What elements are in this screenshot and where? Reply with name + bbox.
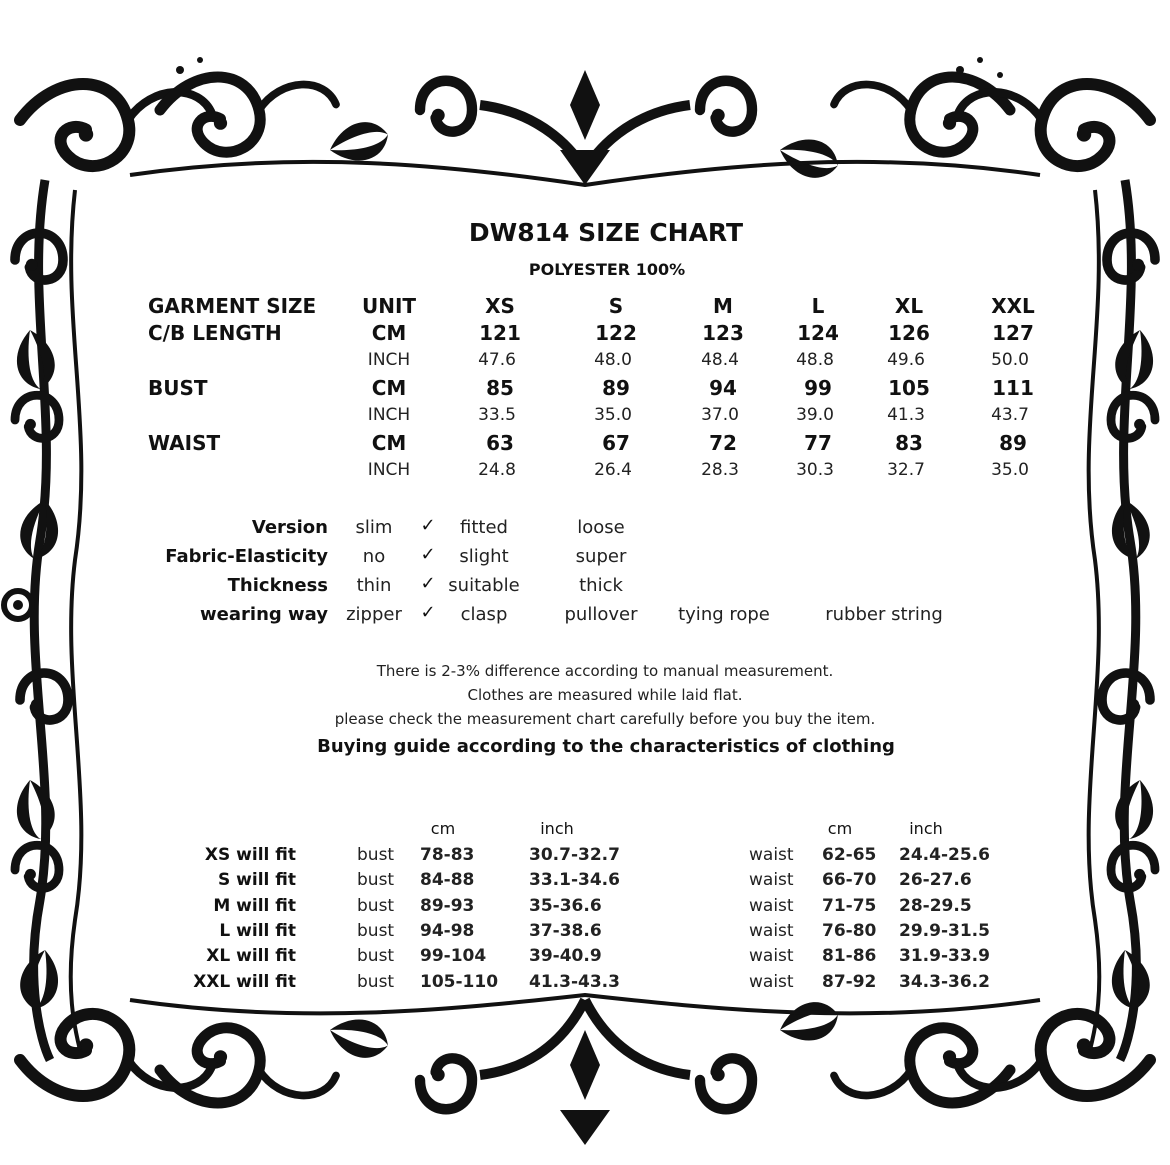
bust-cm: 78-83 xyxy=(420,845,475,865)
size-header: XL xyxy=(894,294,924,318)
unit-cm: CM xyxy=(371,321,407,345)
bottom-border-ornament xyxy=(20,995,1150,1145)
inch-value: 48.0 xyxy=(594,350,632,370)
waist-cm: 71-75 xyxy=(822,896,877,916)
attribute-option: rubber string xyxy=(825,604,943,625)
attribute-label: Thickness xyxy=(227,575,328,596)
note-line: please check the measurement chart carefully before you buy the item. xyxy=(334,710,876,728)
guide-size-label: XS will fit xyxy=(204,845,296,865)
cm-value: 72 xyxy=(709,431,737,455)
attribute-label: Fabric-Elasticity xyxy=(165,546,328,567)
size-header: XS xyxy=(485,294,515,318)
check-mark: ✓ xyxy=(420,515,436,536)
inch-value: 47.6 xyxy=(478,350,516,370)
bust-inch: 30.7-32.7 xyxy=(529,845,620,865)
check-mark: ✓ xyxy=(420,602,436,623)
bust-label: bust xyxy=(357,946,395,966)
waist-cm: 76-80 xyxy=(822,921,877,941)
attribute-option: clasp xyxy=(460,604,508,625)
attribute-option: super xyxy=(575,546,627,567)
inch-value: 49.6 xyxy=(887,350,925,370)
cm-value: 127 xyxy=(992,321,1034,345)
waist-inch: 31.9-33.9 xyxy=(899,946,990,966)
measurement-label: C/B LENGTH xyxy=(148,321,282,345)
chart-title: DW814 SIZE CHART xyxy=(468,218,744,247)
inch-value: 48.8 xyxy=(796,350,834,370)
inch-value: 37.0 xyxy=(701,405,739,425)
attribute-option: thick xyxy=(579,575,623,596)
material-label: POLYESTER 100% xyxy=(528,260,686,279)
waist-cm-header: cm xyxy=(827,819,853,838)
waist-inch: 29.9-31.5 xyxy=(899,921,990,941)
attribute-option: pullover xyxy=(564,604,638,625)
attribute-label: Version xyxy=(251,517,328,538)
inch-value: 41.3 xyxy=(887,405,925,425)
attribute-option: slim xyxy=(355,517,393,538)
guide-size-label: M will fit xyxy=(213,896,296,916)
bust-cm-header: cm xyxy=(430,819,456,838)
inch-value: 35.0 xyxy=(594,405,632,425)
cm-value: 89 xyxy=(999,431,1027,455)
cm-value: 122 xyxy=(595,321,637,345)
bust-inch: 35-36.6 xyxy=(529,896,602,916)
garment-size-header: GARMENT SIZE xyxy=(148,294,317,318)
waist-label: waist xyxy=(749,870,794,890)
waist-cm: 81-86 xyxy=(822,946,877,966)
cm-value: 94 xyxy=(709,376,737,400)
unit-header: UNIT xyxy=(361,294,417,318)
inch-value: 26.4 xyxy=(594,460,632,480)
attribute-option: fitted xyxy=(460,517,508,538)
cm-value: 89 xyxy=(602,376,630,400)
attribute-option: zipper xyxy=(346,604,402,625)
cm-value: 123 xyxy=(702,321,744,345)
guide-size-label: XXL will fit xyxy=(193,972,296,992)
bust-cm: 84-88 xyxy=(420,870,475,890)
unit-inch: INCH xyxy=(367,460,411,480)
cm-value: 67 xyxy=(602,431,630,455)
waist-inch: 26-27.6 xyxy=(899,870,972,890)
bust-cm: 94-98 xyxy=(420,921,475,941)
bust-label: bust xyxy=(357,870,395,890)
inch-value: 32.7 xyxy=(887,460,925,480)
inch-value: 24.8 xyxy=(478,460,516,480)
bust-cm: 105-110 xyxy=(420,972,499,992)
cm-value: 126 xyxy=(888,321,930,345)
size-header: XXL xyxy=(991,294,1035,318)
bust-cm: 89-93 xyxy=(420,896,475,916)
note-line: Clothes are measured while laid flat. xyxy=(467,686,743,704)
waist-inch: 34.3-36.2 xyxy=(899,972,990,992)
buying-guide-title: Buying guide according to the characteristics of clothing xyxy=(317,736,895,757)
waist-cm: 66-70 xyxy=(822,870,877,890)
bust-label: bust xyxy=(357,845,395,865)
waist-inch: 28-29.5 xyxy=(899,896,972,916)
measurement-label: WAIST xyxy=(148,431,221,455)
bust-inch: 41.3-43.3 xyxy=(529,972,620,992)
cm-value: 99 xyxy=(804,376,832,400)
guide-size-label: L will fit xyxy=(219,921,296,941)
inch-value: 35.0 xyxy=(991,460,1029,480)
cm-value: 83 xyxy=(895,431,923,455)
bust-inch: 39-40.9 xyxy=(529,946,602,966)
inch-value: 48.4 xyxy=(701,350,739,370)
bust-cm: 99-104 xyxy=(420,946,487,966)
attribute-option: tying rope xyxy=(678,604,770,625)
bust-inch: 33.1-34.6 xyxy=(529,870,620,890)
cm-value: 111 xyxy=(992,376,1034,400)
attribute-option: thin xyxy=(356,575,392,596)
waist-inch-header: inch xyxy=(909,819,943,838)
unit-inch: INCH xyxy=(367,350,411,370)
waist-cm: 87-92 xyxy=(822,972,877,992)
bust-inch: 37-38.6 xyxy=(529,921,602,941)
unit-cm: CM xyxy=(371,431,407,455)
attribute-option: no xyxy=(362,546,386,567)
waist-inch: 24.4-25.6 xyxy=(899,845,990,865)
unit-inch: INCH xyxy=(367,405,411,425)
cm-value: 63 xyxy=(486,431,514,455)
check-mark: ✓ xyxy=(420,544,436,565)
attribute-label: wearing way xyxy=(200,604,328,625)
waist-label: waist xyxy=(749,946,794,966)
inch-value: 30.3 xyxy=(796,460,834,480)
waist-cm: 62-65 xyxy=(822,845,877,865)
waist-label: waist xyxy=(749,921,794,941)
inch-value: 39.0 xyxy=(796,405,834,425)
size-header: M xyxy=(713,294,733,318)
guide-size-label: S will fit xyxy=(218,870,296,890)
attribute-option: suitable xyxy=(448,575,520,596)
cm-value: 85 xyxy=(486,376,514,400)
size-header: L xyxy=(811,294,825,318)
unit-cm: CM xyxy=(371,376,407,400)
cm-value: 105 xyxy=(888,376,930,400)
cm-value: 124 xyxy=(797,321,839,345)
guide-size-label: XL will fit xyxy=(206,946,296,966)
left-border-ornament xyxy=(4,180,81,1060)
waist-label: waist xyxy=(749,972,794,992)
waist-label: waist xyxy=(749,896,794,916)
inch-value: 43.7 xyxy=(991,405,1029,425)
inch-value: 33.5 xyxy=(478,405,516,425)
bust-label: bust xyxy=(357,972,395,992)
check-mark: ✓ xyxy=(420,573,436,594)
inch-value: 28.3 xyxy=(701,460,739,480)
right-border-ornament xyxy=(1089,180,1159,1060)
attribute-option: loose xyxy=(577,517,625,538)
top-border-ornament xyxy=(20,57,1150,185)
note-line: There is 2-3% difference according to manual measurement. xyxy=(376,662,834,680)
bust-label: bust xyxy=(357,896,395,916)
inch-value: 50.0 xyxy=(991,350,1029,370)
cm-value: 77 xyxy=(804,431,832,455)
attribute-option: slight xyxy=(459,546,509,567)
bust-label: bust xyxy=(357,921,395,941)
bust-inch-header: inch xyxy=(540,819,574,838)
size-header: S xyxy=(608,294,624,318)
measurement-label: BUST xyxy=(148,376,208,400)
cm-value: 121 xyxy=(479,321,521,345)
waist-label: waist xyxy=(749,845,794,865)
